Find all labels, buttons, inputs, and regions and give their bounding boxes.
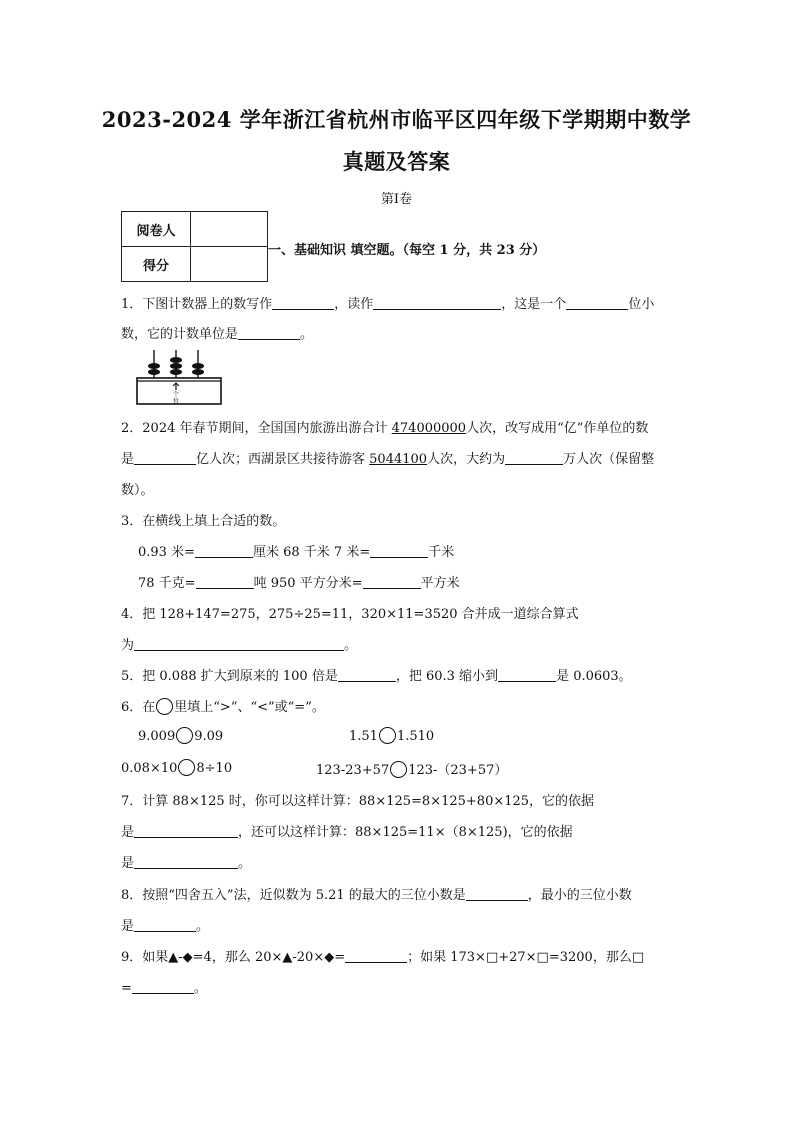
q4-text: 为 — [121, 638, 135, 653]
q2-text: 是 — [121, 452, 135, 467]
reviewer-cell[interactable] — [191, 212, 268, 247]
abacus-label: 位 — [172, 398, 180, 405]
page-title: 2023-2024 学年浙江省杭州市临平区四年级下学期期中数学 — [101, 107, 692, 132]
q8-text: 是 — [121, 919, 135, 934]
q3-text: 78 千克= — [138, 576, 196, 591]
q2-text: 人次，改写成用“亿”作单位的数 — [466, 421, 649, 436]
question-7-line3 — [121, 852, 251, 871]
q7-text: ，还可以这样计算：88×125=11×（8×125)，它的依据 — [238, 825, 573, 840]
q2-text: 亿人次；西湖景区共接待游客 — [196, 452, 370, 467]
answer-blank[interactable] — [373, 295, 501, 310]
question-3-head — [121, 510, 285, 529]
question-1-line1 — [121, 293, 654, 312]
circle-icon — [156, 698, 173, 715]
answer-blank[interactable] — [363, 574, 421, 589]
compare-circle[interactable] — [390, 761, 407, 778]
question-2-line3 — [121, 479, 154, 498]
q9-text: 9．如果▲-◆=4，那么 20×▲-20×◆= — [121, 950, 346, 965]
q1-text: ，读作 — [334, 297, 374, 312]
q9-text: ；如果 173×□+27×□=3200，那么□ — [407, 950, 645, 965]
q2-text: 人次，大约为 — [427, 452, 506, 467]
question-3-row2 — [138, 572, 460, 591]
answer-blank[interactable] — [132, 979, 194, 994]
question-1-line2 — [121, 323, 313, 342]
answer-blank[interactable] — [505, 450, 563, 465]
q7-text: 是 — [121, 825, 135, 840]
q6-text: 9.09 — [194, 729, 224, 744]
q9-text: = — [121, 981, 132, 996]
score-table — [121, 211, 268, 282]
q5-text: 是 0.0603。 — [556, 669, 632, 684]
q5-text: 5．把 0.088 扩大到原来的 100 倍是 — [121, 669, 338, 684]
q3-text: 平方米 — [420, 576, 460, 591]
question-3-row1 — [138, 541, 454, 560]
question-4-line1 — [121, 603, 579, 622]
q6-text: 8÷10 — [196, 761, 233, 776]
q8-text: 8．按照“四舍五入”法，近似数为 5.21 的最大的三位小数是 — [121, 888, 466, 903]
q6-text: 9.009 — [138, 729, 176, 744]
answer-blank[interactable] — [196, 574, 254, 589]
question-7-line2 — [121, 821, 573, 840]
abacus-label: 个 — [172, 391, 180, 398]
score-label: 得分 — [122, 247, 191, 282]
question-9-line1 — [121, 946, 644, 965]
question-7-line1 — [121, 790, 594, 809]
answer-blank[interactable] — [498, 667, 556, 682]
question-8-line2 — [121, 915, 209, 934]
q6-text: 0.08×10 — [121, 761, 178, 776]
answer-blank[interactable] — [238, 325, 300, 340]
volume-label: 第Ⅰ卷 — [380, 192, 413, 207]
question-6-row1-right — [349, 727, 434, 744]
q8-text: 。 — [196, 919, 210, 934]
q6-text: 里填上“>”、“<”或“=”。 — [174, 700, 325, 715]
q7-text: 7．计算 88×125 时，你可以这样计算：88×125=8×125+80×125，它的依据 — [121, 794, 595, 809]
q7-text: 是 — [121, 856, 135, 871]
q4-text: 。 — [344, 638, 358, 653]
q2-text: 2．2024 年春节期间，全国国内旅游出游合计 — [121, 421, 392, 436]
page-title-line2: 真题及答案 — [342, 149, 451, 174]
q3-text: 3．在横线上填上合适的数。 — [121, 514, 286, 529]
question-6-head — [121, 696, 325, 715]
reviewer-label: 阅卷人 — [122, 212, 191, 247]
question-2-line1 — [121, 417, 648, 436]
answer-blank[interactable] — [466, 886, 528, 901]
q2-text: 数）。 — [121, 483, 154, 498]
question-2-line2 — [121, 448, 654, 467]
answer-blank[interactable] — [134, 917, 196, 932]
q3-text: 千米 — [428, 545, 455, 560]
section-heading: 一、基础知识 填空题。（每空 1 分，共 23 分） — [268, 243, 546, 258]
q1-text: 。 — [300, 327, 314, 342]
question-9-line2 — [121, 977, 207, 996]
q6-text: 123-23+57 — [316, 763, 390, 778]
q1-text: 数，它的计数单位是 — [121, 327, 239, 342]
answer-blank[interactable] — [195, 543, 253, 558]
q1-text: ，这是一个 — [501, 297, 567, 312]
answer-blank[interactable] — [338, 667, 396, 682]
question-6-row2-left — [121, 759, 232, 776]
q6-text: 123-（23+57） — [408, 763, 508, 778]
answer-blank[interactable] — [345, 948, 407, 963]
question-6-row1-left — [138, 727, 223, 744]
q9-text: 。 — [193, 981, 207, 996]
score-cell[interactable] — [191, 247, 268, 282]
answer-blank[interactable] — [272, 295, 334, 310]
q2-text: 万人次（保留整 — [563, 452, 655, 467]
compare-circle[interactable] — [379, 727, 396, 744]
q6-text: 1.51 — [349, 729, 378, 744]
q2-number: 5044100 — [369, 452, 428, 467]
compare-circle[interactable] — [176, 727, 193, 744]
abacus-counter-image — [136, 348, 222, 406]
question-6-row2-right — [316, 759, 507, 778]
q6-text: 6．在 — [121, 700, 156, 715]
q3-text: 0.93 米= — [138, 545, 195, 560]
question-5 — [121, 665, 632, 684]
q4-text: 4．把 128+147=275，275÷25=11，320×11=3520 合并成一道综合算式 — [121, 607, 579, 622]
answer-blank[interactable] — [134, 450, 196, 465]
question-4-line2 — [121, 634, 357, 653]
q1-text: 位小 — [628, 297, 655, 312]
q5-text: ，把 60.3 缩小到 — [395, 669, 499, 684]
answer-blank[interactable] — [566, 295, 628, 310]
q3-text: 吨 950 平方分米= — [253, 576, 363, 591]
compare-circle[interactable] — [178, 759, 195, 776]
q7-text: 。 — [238, 856, 252, 871]
answer-blank[interactable] — [134, 636, 344, 651]
question-8-line1 — [121, 884, 632, 903]
q8-text: ，最小的三位小数 — [527, 888, 632, 903]
answer-blank[interactable] — [134, 823, 238, 838]
q2-number: 474000000 — [391, 421, 467, 436]
q3-text: 厘米 68 千米 7 米= — [252, 545, 371, 560]
answer-blank[interactable] — [370, 543, 428, 558]
answer-blank[interactable] — [134, 854, 238, 869]
q6-text: 1.510 — [396, 729, 435, 744]
q1-text: 1．下图计数器上的数写作 — [121, 297, 273, 312]
